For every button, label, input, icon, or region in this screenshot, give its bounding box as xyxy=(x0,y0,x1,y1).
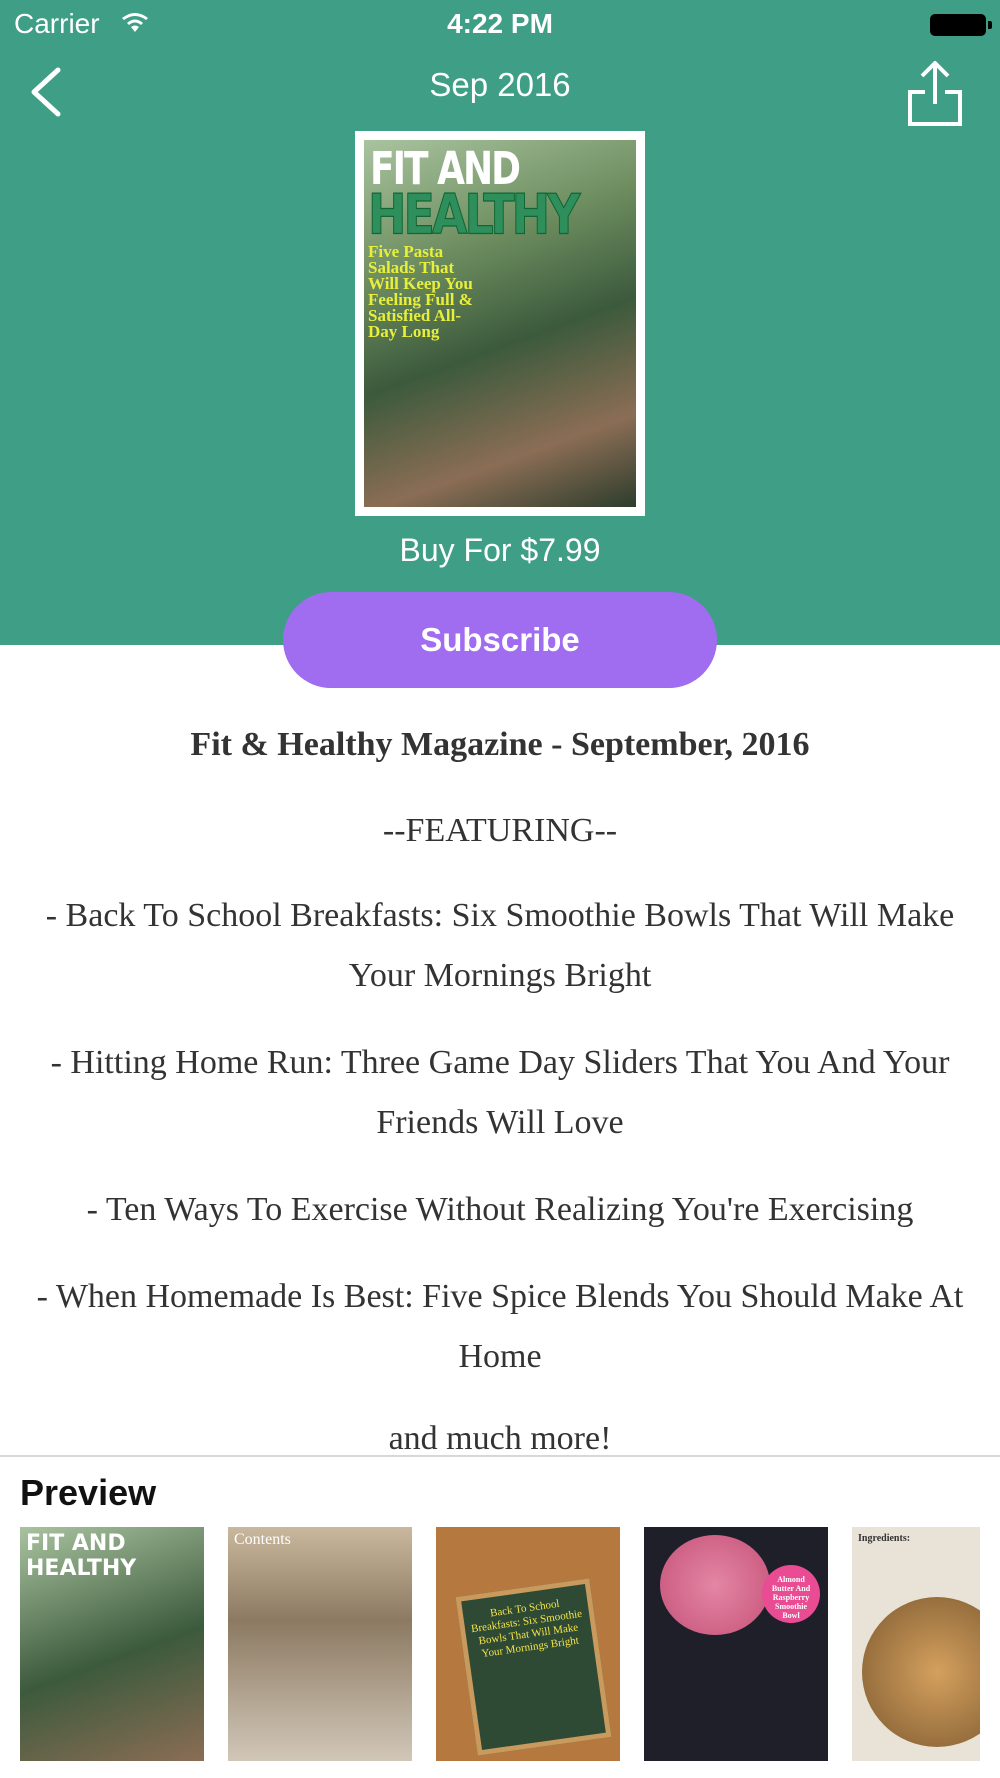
food-bowl-image xyxy=(862,1597,980,1747)
subscribe-button[interactable]: Subscribe xyxy=(283,592,717,688)
feature-item: - Ten Ways To Exercise Without Realizing You're Exercising xyxy=(86,1191,914,1228)
chalkboard-image xyxy=(456,1578,612,1755)
status-bar xyxy=(0,0,1000,52)
title-badge xyxy=(762,1565,820,1623)
thumbnail-caption: Contents xyxy=(234,1531,291,1548)
preview-label: Preview xyxy=(20,1472,157,1513)
thumbnail-caption: Almond Butter And Raspberry Smoothie Bowl xyxy=(771,1575,811,1620)
description xyxy=(0,700,1000,1455)
share-icon[interactable] xyxy=(906,58,964,128)
nav-title: Sep 2016 xyxy=(429,66,571,103)
preview-thumbnail[interactable] xyxy=(20,1527,204,1761)
magazine-cover[interactable] xyxy=(355,131,645,516)
buy-button[interactable]: Buy For $7.99 xyxy=(399,532,601,568)
thumbnail-caption: FIT AND HEALTHY xyxy=(26,1531,137,1581)
featuring-heading: --FEATURING-- xyxy=(382,812,618,849)
preview-strip[interactable] xyxy=(20,1527,980,1761)
feature-item: - Back To School Breakfasts: Six Smoothie Bowls That Will Make Your Mornings Bright xyxy=(45,897,955,994)
thumbnail-caption: Back To School Breakfasts: Six Smoothie Bowls That Will Make Your Mornings Bright xyxy=(470,1597,583,1661)
divider xyxy=(0,1455,1000,1457)
thumbnail-caption: Ingredients: xyxy=(858,1533,911,1544)
preview-thumbnail[interactable] xyxy=(436,1527,620,1761)
smoothie-bowl-image xyxy=(660,1535,770,1635)
cover-image xyxy=(364,140,636,507)
header xyxy=(0,0,1000,645)
preview-thumbnail[interactable] xyxy=(228,1527,412,1761)
carrier-label: Carrier xyxy=(14,8,100,39)
description-title: Fit & Healthy Magazine - September, 2016 xyxy=(190,726,810,763)
and-more-text: and much more! xyxy=(388,1420,612,1455)
battery-icon xyxy=(930,14,986,36)
cover-title-healthy: HEALTHY xyxy=(368,182,578,247)
feature-item: - When Homemade Is Best: Five Spice Blends You Should Make At Home xyxy=(36,1278,964,1375)
preview-thumbnail[interactable] xyxy=(852,1527,980,1761)
cover-title-fit: FIT AND xyxy=(370,144,519,196)
cover-headline: Five Pasta Salads That Will Keep You Feeling Full & Satisfied All-Day Long xyxy=(368,242,473,341)
preview-thumbnail[interactable] xyxy=(644,1527,828,1761)
status-time: 4:22 PM xyxy=(447,8,553,39)
feature-item: - Hitting Home Run: Three Game Day Sliders That You And Your Friends Will Love xyxy=(50,1044,950,1141)
